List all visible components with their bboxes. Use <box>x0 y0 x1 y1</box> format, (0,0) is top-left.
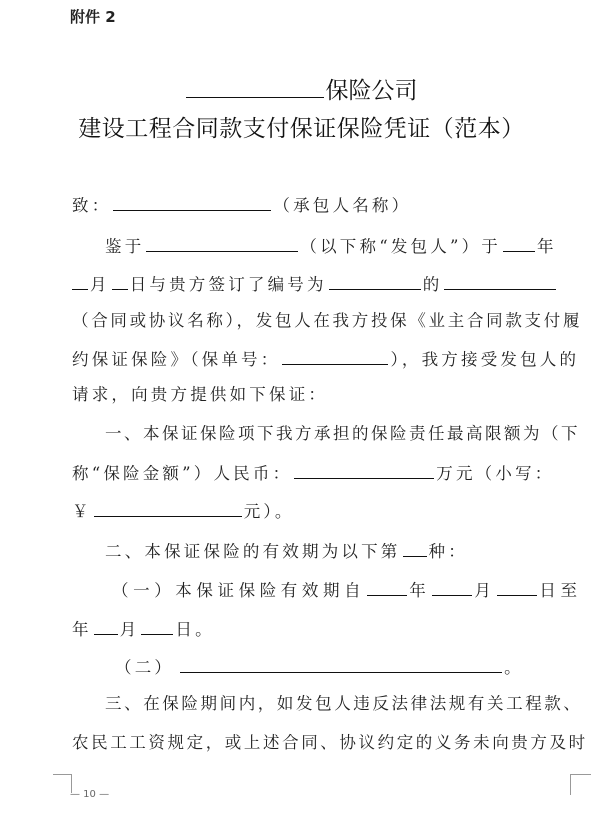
text: ），我方接受发包人的 <box>390 350 580 369</box>
text: 约保证保险》（保单号： <box>72 350 281 369</box>
paragraph-line: 请求，向贵方提供如下保证： <box>72 385 329 404</box>
section-1-line <box>72 460 554 486</box>
contractor-name-blank[interactable] <box>113 192 271 211</box>
page-title: 建设工程合同款支付保证保险凭证（范本） <box>78 116 525 142</box>
end-month-blank[interactable] <box>94 616 118 635</box>
amount-chinese-blank[interactable] <box>294 460 434 479</box>
section-3-line: 农民工工资规定，或上述合同、协议约定的义务未向贵方及时 <box>72 733 588 752</box>
text: 二、本保证保险的有效期为以下第 <box>105 542 401 561</box>
text: 。 <box>504 658 524 677</box>
section-2-option-1 <box>112 577 582 603</box>
to-label: 致： <box>72 196 112 215</box>
policy-number-blank[interactable] <box>282 346 388 365</box>
text: 月 <box>90 275 110 294</box>
text: 年 <box>72 620 92 639</box>
month-blank[interactable] <box>72 271 88 290</box>
option-2-blank[interactable] <box>180 654 502 673</box>
paragraph-line <box>72 271 558 297</box>
text: （以下称“发包人”）于 <box>300 237 501 256</box>
page-number: — 10 — <box>70 789 110 800</box>
start-day-blank[interactable] <box>497 577 537 596</box>
text: 种： <box>428 542 468 561</box>
day-blank[interactable] <box>112 271 128 290</box>
text: 月 <box>119 620 140 639</box>
end-day-blank[interactable] <box>141 616 173 635</box>
text: 鉴于 <box>105 237 145 256</box>
company-suffix: 保险公司 <box>325 78 418 104</box>
section-1-line <box>72 498 295 524</box>
crop-mark-right <box>570 774 591 795</box>
option-number-blank[interactable] <box>403 538 427 557</box>
text: 日与贵方签订了编号为 <box>129 275 327 294</box>
text: 元）。 <box>243 502 295 521</box>
text: （一）本保证保险有效期自 <box>112 581 366 600</box>
section-2-option-2 <box>115 654 524 680</box>
contract-number-blank[interactable] <box>329 271 421 290</box>
section-2-line <box>105 538 468 564</box>
text: 年 <box>409 581 431 600</box>
text: （二） <box>115 658 175 677</box>
section-3-line: 三、在保险期间内，如发包人违反法律法规有关工程款、 <box>105 694 583 713</box>
section-1-line: 一、本保证保险项下我方承担的保险责任最高限额为（下 <box>105 424 580 443</box>
year-blank[interactable] <box>503 233 535 252</box>
employer-name-blank[interactable] <box>146 233 298 252</box>
text: 日。 <box>175 620 215 639</box>
to-suffix: （承包人名称） <box>273 196 412 215</box>
text: 年 <box>536 237 557 256</box>
text: 万元（小写： <box>436 464 555 483</box>
addressee-line <box>72 192 411 218</box>
section-2-option-1-end <box>72 616 215 642</box>
paragraph-line <box>105 233 557 259</box>
yen-sign: ￥ <box>72 502 92 521</box>
amount-numeric-blank[interactable] <box>94 498 242 517</box>
contract-name-blank[interactable] <box>444 271 556 290</box>
attachment-label: 附件 2 <box>70 8 116 26</box>
paragraph-line: （合同或协议名称），发包人在我方投保《业主合同款支付履 <box>72 311 583 330</box>
title-company-line <box>0 72 603 105</box>
start-year-blank[interactable] <box>367 577 407 596</box>
company-name-blank[interactable] <box>186 75 324 98</box>
text: 的 <box>422 275 443 294</box>
paragraph-line <box>72 346 579 372</box>
start-month-blank[interactable] <box>432 577 472 596</box>
text: 月 <box>474 581 496 600</box>
text: 日至 <box>539 581 582 600</box>
text: 称“保险金额”）人民币： <box>72 464 293 483</box>
